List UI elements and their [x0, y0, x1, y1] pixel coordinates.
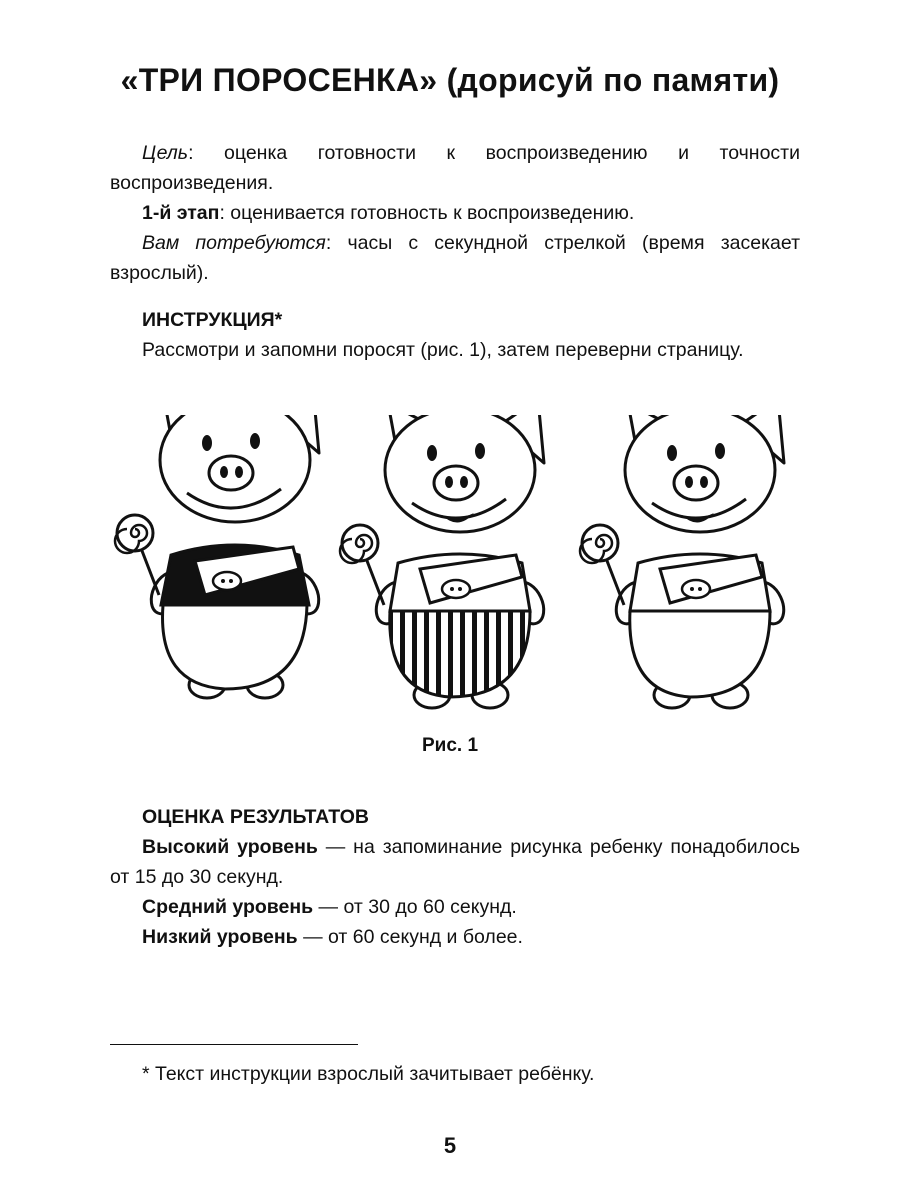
pig-2-pants: [390, 611, 530, 697]
level-high: [110, 832, 800, 892]
pig-1-pants: [163, 605, 307, 689]
results-heading: ОЦЕНКА РЕЗУЛЬТАТОВ: [142, 806, 369, 828]
level-medium-label: Средний уровень: [142, 896, 314, 918]
goal-section: [110, 138, 800, 288]
stage1-text: : оценивается готовность к воспроизведению.: [219, 202, 635, 224]
level-medium: [110, 892, 800, 922]
footnote: * Текст инструкции взрослый зачитывает ребёнку.: [142, 1063, 595, 1085]
instruction-heading: ИНСТРУКЦИЯ*: [142, 309, 283, 331]
instruction-section: [110, 305, 800, 365]
level-high-label: Высокий уровень: [142, 836, 318, 858]
stage1-label: 1-й этап: [142, 202, 220, 224]
instruction-text: Рассмотри и запомни поросят (рис. 1), затем переверни страницу.: [142, 339, 744, 361]
level-low: [110, 922, 800, 952]
figure-caption: Рис. 1: [421, 735, 479, 756]
needs-text: : часы с секундной стрелкой (время засекает взрослый).: [110, 232, 801, 284]
pig-3-pants: [630, 611, 770, 697]
results-section: [110, 802, 800, 952]
pigs-figure: [110, 415, 810, 720]
goal-paragraph: [110, 138, 800, 198]
pig-3: [580, 415, 790, 708]
needs-label: Вам потребуются: [142, 232, 326, 254]
level-low-label: Низкий уровень: [142, 926, 298, 948]
pig-2: [340, 415, 550, 708]
footnote-divider: [110, 1044, 358, 1045]
pig-1: [115, 415, 325, 698]
goal-label: Цель: [142, 142, 189, 164]
page-number: 5: [443, 1133, 457, 1158]
level-medium-text: — от 30 до 60 секунд.: [313, 896, 517, 918]
needs-paragraph: [110, 228, 800, 288]
level-high-text: — на запоминание рисунка ребенку понадобилось от 15 до 30 секунд.: [110, 836, 800, 888]
level-low-text: — от 60 секунд и более.: [297, 926, 523, 948]
page-title: «ТРИ ПОРОСЕНКА» (дорисуй по памяти): [120, 62, 780, 98]
stage1-paragraph: [110, 198, 800, 228]
goal-text: : оценка готовности к воспроизведению и точности воспроизведения.: [110, 142, 800, 194]
